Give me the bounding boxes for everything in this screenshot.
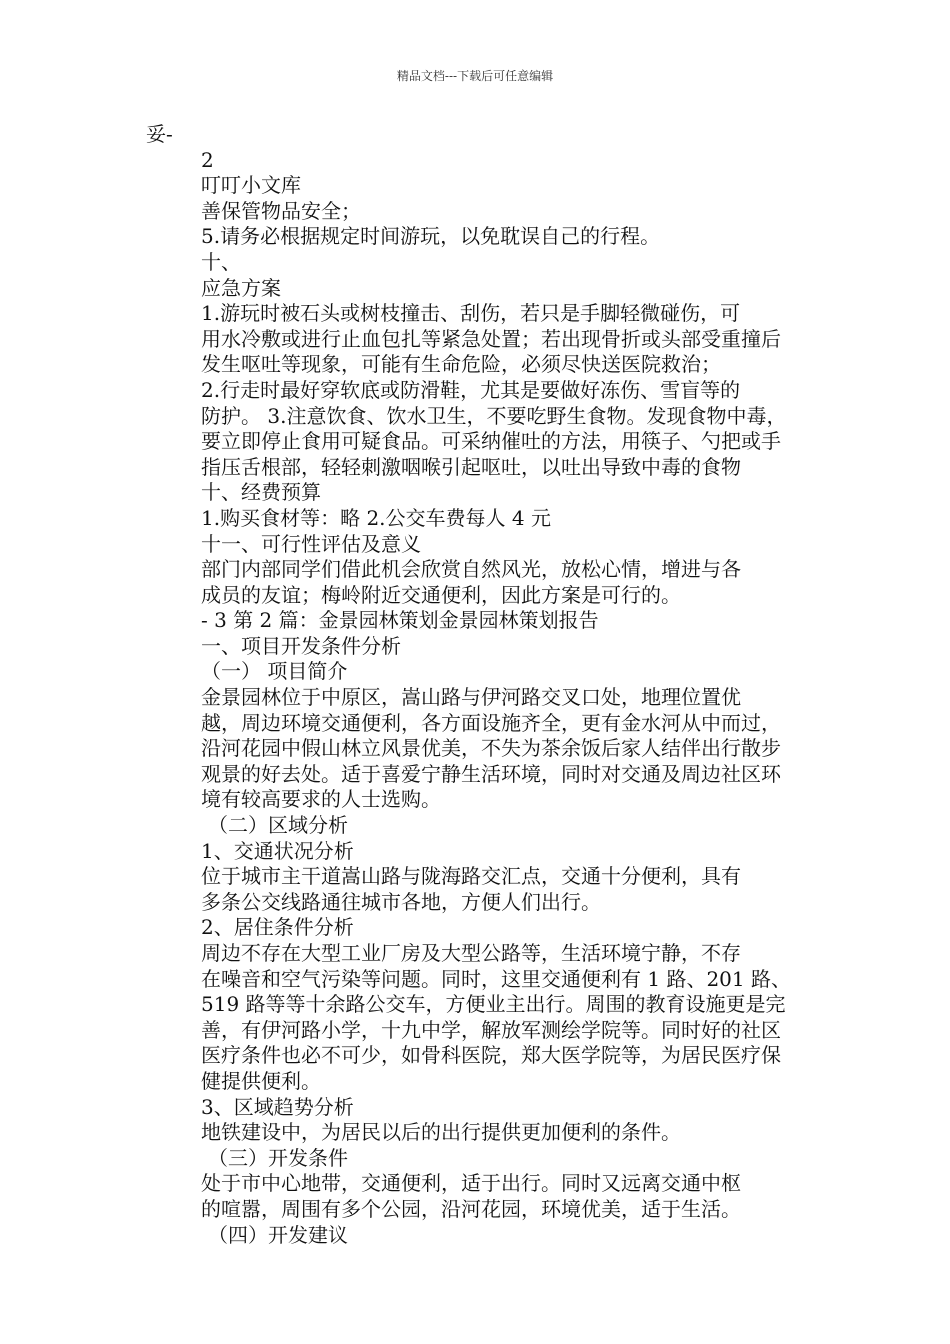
text-line: 沿河花园中假山林立风景优美，不失为茶余饭后家人结伴出行散步 [201,736,781,761]
text-line: （四）开发建议 [208,1222,348,1247]
text-line: 部门内部同学们借此机会欣赏自然风光，放松心情，增进与各 [201,557,741,582]
text-line: 善，有伊河路小学，十九中学，解放军测绘学院等。同时好的社区 [201,1017,781,1042]
text-line: （一） 项目简介 [201,659,348,684]
text-line: 越，周边环境交通便利，各方面设施齐全，更有金水河从中而过， [201,710,781,735]
text-line: 十一、可行性评估及意义 [201,531,421,556]
text-line: - 3 第 2 篇：金景园林策划金景园林策划报告 [201,608,599,633]
text-line: 指压舌根部，轻轻刺激咽喉引起呕吐，以吐出导致中毒的食物 [201,454,741,479]
text-line: 十、经费预算 [201,480,321,505]
text-line: 观景的好去处。适于喜爱宁静生活环境，同时对交通及周边社区环 [201,761,781,786]
text-line: 在噪音和空气污染等问题。同时，这里交通便利有 1 路、201 路、 [201,966,791,991]
text-line: 妥- [146,122,173,146]
text-line: 成员的友谊；梅岭附近交通便利，因此方案是可行的。 [201,582,681,607]
text-line: 位于城市主干道嵩山路与陇海路交汇点，交通十分便利，具有 [201,864,741,889]
text-line: 发生呕吐等现象，可能有生命危险，必须尽快送医院救治； [201,352,721,377]
text-line: 2 [201,147,214,172]
text-line: 善保管物品安全； [201,198,361,223]
text-line: 519 路等等十余路公交车，方便业主出行。周围的教育设施更是完 [201,992,786,1017]
text-line: 应急方案 [201,275,281,300]
text-line: 防护。 3.注意饮食、饮水卫生，不要吃野生食物。发现食物中毒， [201,403,787,428]
text-line: 要立即停止食用可疑食品。可采纳催吐的方法，用筷子、勺把或手 [201,429,781,454]
text-line: 境有较高要求的人士选购。 [201,787,441,812]
text-line: （三）开发条件 [208,1145,348,1170]
text-line: 叮叮小文库 [201,173,301,198]
text-line: 十、 [201,249,241,274]
text-line: 处于市中心地带，交通便利，适于出行。同时又远离交通中枢 [201,1171,741,1196]
text-line: 多条公交线路通往城市各地，方便人们出行。 [201,889,601,914]
text-line: 1.游玩时被石头或树枝撞击、刮伤，若只是手脚轻微碰伤，可 [201,301,741,326]
document-body [146,122,812,1248]
text-line: 周边不存在大型工业厂房及大型公路等，生活环境宁静，不存 [201,941,741,965]
text-line: 5.请务必根据规定时间游玩，以免耽误自己的行程。 [201,224,661,249]
text-line: （二）区域分析 [208,813,348,838]
text-line: 2、居住条件分析 [201,915,354,940]
text-line: 医疗条件也必不可少，如骨科医院，郑大医学院等，为居民医疗保 [201,1043,781,1068]
text-line: 的喧嚣，周围有多个公园，沿河花园，环境优美，适于生活。 [201,1196,741,1221]
text-line: 3、区域趋势分析 [201,1094,354,1119]
text-line: 金景园林位于中原区，嵩山路与伊河路交叉口处，地理位置优 [201,685,741,710]
page-header: 精品文档---下载后可任意编辑 [396,69,554,83]
text-line: 2.行走时最好穿软底或防滑鞋，尤其是要做好冻伤、雪盲等的 [201,377,741,402]
text-line: 1.购买食材等：略 2.公交车费每人 4 元 [201,505,551,530]
text-line: 1、交通状况分析 [201,838,354,863]
text-line: 地铁建设中，为居民以后的出行提供更加便利的条件。 [201,1120,681,1145]
text-line: 一、项目开发条件分析 [201,633,401,658]
text-line: 用水冷敷或进行止血包扎等紧急处置；若出现骨折或头部受重撞后 [201,326,781,351]
text-line: 健提供便利。 [201,1068,321,1093]
